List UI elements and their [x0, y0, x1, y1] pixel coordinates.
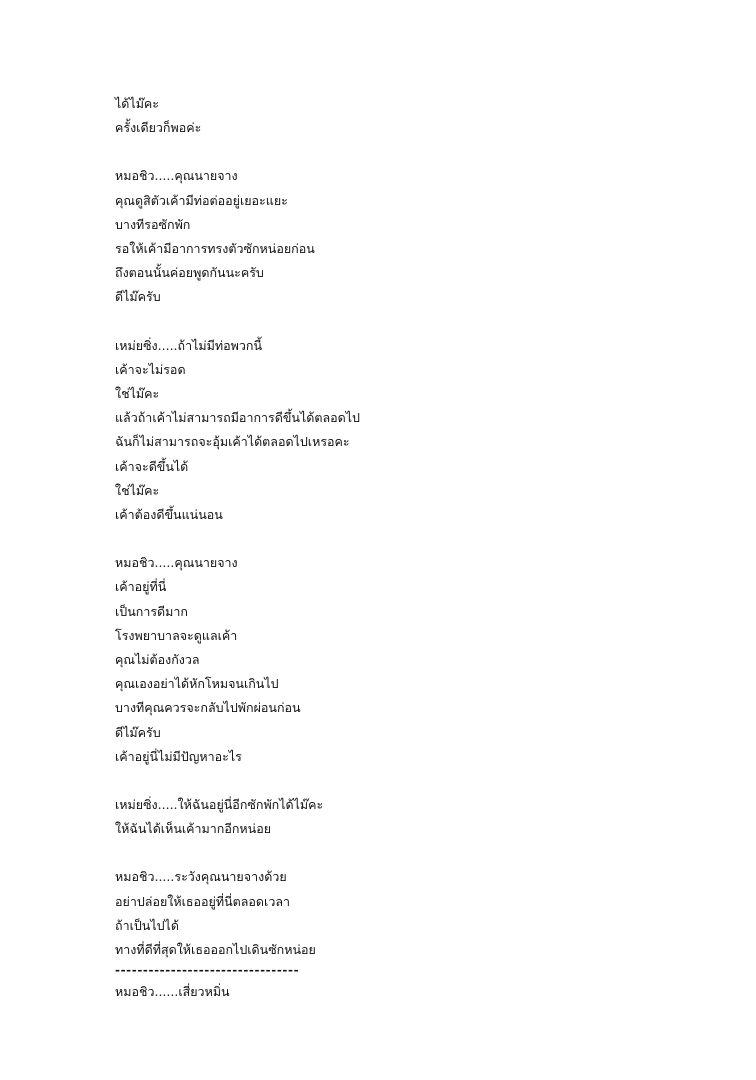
text-line: ครั้งเดียวก็พอค่ะ — [115, 120, 202, 136]
text-line: เค้าอยู่ที่นี่ — [115, 579, 167, 595]
text-line: เป็นการดีมาก — [115, 603, 188, 619]
text-line: คุณดูสิตัวเค้ามีท่อต่ออยู่เยอะแยะ — [115, 192, 288, 208]
text-line: ทางที่ดีที่สุดให้เธอออกไปเดินซักหน่อย — [115, 942, 316, 958]
speaker-line: หมอชิว.....ระวังคุณนายจางด้วย — [115, 869, 287, 885]
speaker-line: หมอชิว.....คุณนายจาง — [115, 555, 238, 571]
dialogue-block-1 — [115, 92, 715, 140]
text-line: ถึงตอนนั้นค่อยพูดกันนะครับ — [115, 265, 264, 281]
text-line: ให้ฉันได้เห็นเค้ามากอีกหน่อย — [115, 821, 272, 837]
text-line: โรงพยาบาลจะดูแลเค้า — [115, 627, 238, 643]
text-line: ดีไม๊ครับ — [115, 724, 161, 740]
text-line: ฉันก็ไม่สามารถจะอุ้มเค้าได้ตลอดไปเหรอคะ — [115, 434, 350, 450]
text-line: ถ้าเป็นไปได้ — [115, 917, 179, 933]
text-line: ดีไม๊ครับ — [115, 289, 161, 305]
dialogue-block-3 — [115, 334, 715, 528]
script-text — [115, 92, 715, 1005]
speaker-line: เหม่ยซิ่ง.....ให้ฉันอยู่นี่อีกซักพักได้ไม๊คะ — [115, 797, 324, 813]
text-line: บางทีคุณควรจะกลับไปพักผ่อนก่อน — [115, 700, 301, 716]
section-divider: --------------------------------- — [115, 963, 300, 978]
dialogue-block-4 — [115, 551, 715, 769]
speaker-line: หมอชิว.....คุณนายจาง — [115, 168, 238, 184]
dialogue-block-2 — [115, 164, 715, 309]
dialogue-block-6 — [115, 865, 715, 962]
text-line: เค้าต้องดีขึ้นแน่นอน — [115, 507, 223, 523]
text-line: คุณเองอย่าได้หักโหมจนเกินไป — [115, 676, 279, 692]
speaker-line: หมอชิว......เสี่ยวหมิ่น — [115, 984, 230, 1000]
text-line: เค้าอยู่นี่ไม่มีปัญหาอะไร — [115, 748, 242, 764]
text-line: รอให้เค้ามีอาการทรงตัวซักหน่อยก่อน — [115, 241, 315, 257]
text-line: เค้าจะดีขึ้นได้ — [115, 458, 189, 474]
text-line: คุณไม่ต้องกังวล — [115, 652, 200, 668]
text-line: อย่าปล่อยให้เธออยู่ที่นี่ตลอดเวลา — [115, 893, 291, 909]
text-line: เค้าจะไม่รอด — [115, 361, 186, 377]
text-line: ใช่ไม๊คะ — [115, 482, 160, 498]
text-line: บางทีรอซักพัก — [115, 216, 191, 232]
text-line: ใช่ไม๊คะ — [115, 386, 160, 402]
speaker-line: เหม่ยซิ่ง.....ถ้าไม่มีท่อพวกนี้ — [115, 337, 263, 353]
text-line: แล้วถ้าเค้าไม่สามารถมีอาการดีขึ้นได้ตลอดไป — [115, 410, 360, 426]
dialogue-block-5 — [115, 793, 715, 841]
text-line: ได้ไม๊คะ — [115, 96, 160, 111]
